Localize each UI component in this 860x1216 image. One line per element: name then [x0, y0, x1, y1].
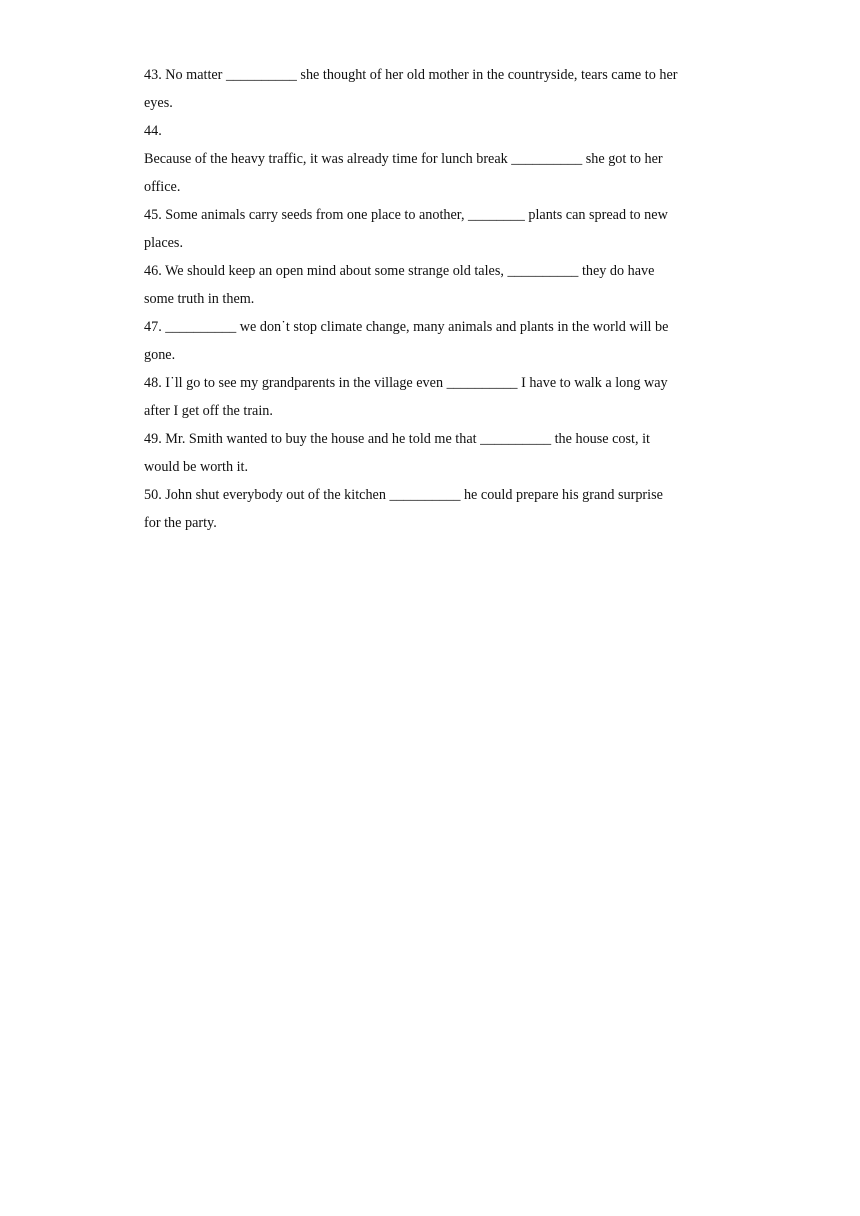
question-43-line-2: eyes.	[144, 95, 173, 111]
question-list	[144, 61, 724, 537]
question-45-line-2: places.	[144, 235, 183, 251]
question-44-number: 44.	[144, 123, 162, 139]
question-47-line-2: gone.	[144, 347, 176, 363]
question-50-line-2: for the party.	[144, 515, 217, 531]
question-48-line-1: 48. I˙ll go to see my grandparents in the village even __________ I have to walk a long way	[144, 375, 668, 391]
question-44-line-2: office.	[144, 179, 181, 195]
question-47-line-1: 47. __________ we don˙t stop climate change, many animals and plants in the world will be	[144, 319, 669, 335]
question-49-line-1: 49. Mr. Smith wanted to buy the house and he told me that __________ the house cost, it	[144, 431, 650, 447]
question-48-line-2: after I get off the train.	[144, 403, 273, 419]
question-49-line-2: would be worth it.	[144, 459, 249, 475]
question-50-line-1: 50. John shut everybody out of the kitchen __________ he could prepare his grand surprise	[144, 487, 663, 503]
question-46-line-1: 46. We should keep an open mind about some strange old tales, __________ they do have	[144, 263, 655, 279]
question-45-line-1: 45. Some animals carry seeds from one place to another, ________ plants can spread to new	[144, 207, 668, 223]
question-46-line-2: some truth in them.	[144, 291, 255, 307]
question-44-line-1: Because of the heavy traffic, it was already time for lunch break __________ she got to her	[144, 151, 663, 167]
question-43-line-1: 43. No matter __________ she thought of her old mother in the countryside, tears came to her	[144, 67, 678, 83]
